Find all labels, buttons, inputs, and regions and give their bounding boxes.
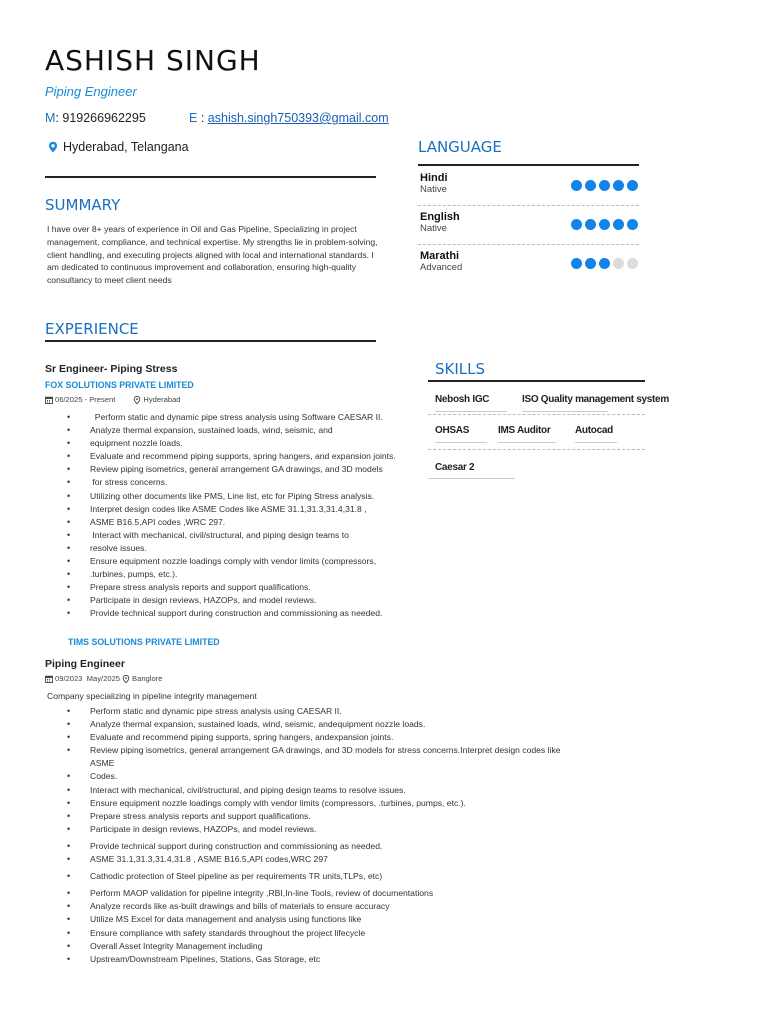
job2-meta	[45, 674, 162, 683]
list-item: • Ensure equipment nozzle loadings comply with vendor limits (compressors, .turbines, pumps, etc.).	[67, 797, 627, 810]
list-item: • Interact with mechanical, civil/structural, and piping design teams to	[67, 529, 427, 542]
email-line	[189, 111, 389, 125]
job2-company: TIMS SOLUTIONS PRIVATE LIMITED	[68, 637, 220, 647]
list-item: • Evaluate and recommend piping supports, spring hangers, and expansion joints.	[67, 450, 427, 463]
rating-dot-filled	[627, 219, 638, 230]
language-separator	[418, 205, 639, 206]
rating-dot-filled	[585, 180, 596, 191]
list-item: • Analyze thermal expansion, sustained loads, wind, seismic, and	[67, 424, 427, 437]
job-title-heading: Piping Engineer	[45, 84, 137, 99]
list-item: • Perform static and dynamic pipe stress analysis using Software CAESAR II.	[67, 411, 427, 424]
skills-underline	[428, 478, 515, 479]
summary-line: I have over 8+ years of experience in Oil and Gas Pipeline, Specializing in project	[47, 224, 357, 234]
job1-dates: 06/2025 - Present	[55, 395, 116, 404]
summary-line: client handling, and executing projects aligned with local and international standards. I	[47, 249, 374, 260]
job2-title: Piping Engineer	[45, 658, 125, 670]
language-level: Native	[420, 223, 447, 234]
summary-text	[47, 223, 407, 287]
job1-title: Sr Engineer- Piping Stress	[45, 363, 178, 375]
list-item: • Upstream/Downstream Pipelines, Stations, Gas Storage, etc	[67, 953, 627, 966]
email-separator: :	[200, 111, 205, 125]
list-item: • for stress concerns.	[67, 476, 427, 489]
rating-dot-filled	[627, 180, 638, 191]
phone-label: M	[45, 111, 56, 125]
rating-dot-filled	[585, 258, 596, 269]
list-item: • Review piping isometrics, general arrangement GA drawings, and 3D models for stress concerns.Interpret design codes like	[67, 744, 627, 757]
summary-line: management, compliance, and technical expertise. My strengths lie in problem-solving,	[47, 236, 378, 247]
list-item: • resolve issues.	[67, 542, 427, 555]
experience-divider	[45, 340, 376, 342]
skill-item: ISO Quality management system	[522, 394, 608, 412]
language-item	[420, 250, 640, 283]
list-item: • Provide technical support during construction and commissioning as needed.	[67, 607, 427, 620]
skills-divider	[428, 380, 645, 382]
rating-dot-filled	[571, 219, 582, 230]
job2-description: Company specializing in pipeline integrity management	[47, 691, 257, 701]
summary-heading: SUMMARY	[45, 196, 121, 214]
rating-dot-filled	[571, 180, 582, 191]
skill-item: Autocad	[575, 425, 617, 443]
calendar-icon	[45, 675, 53, 683]
list-item: • Participate in design reviews, HAZOPs, and model reviews.	[67, 594, 427, 607]
list-item: • Ensure equipment nozzle loadings comply with vendor limits (compressors,	[67, 555, 427, 568]
list-item: • Codes.	[67, 770, 627, 783]
language-divider	[418, 164, 639, 166]
language-rating	[571, 219, 638, 230]
skill-item: Nebosh IGC	[435, 394, 507, 412]
list-item: • ASME B16.5,API codes ,WRC 297.	[67, 516, 427, 529]
list-item: • Prepare stress analysis reports and support qualifications.	[67, 581, 427, 594]
job2-location: Banglore	[132, 674, 163, 683]
summary-line: am dedicated to continuous improvement and collaboration, ensuring high-quality	[47, 262, 357, 273]
rating-dot-filled	[599, 258, 610, 269]
skill-item: IMS Auditor	[498, 425, 556, 443]
list-item: • .turbines, pumps, etc.).	[67, 568, 427, 581]
list-item: • Overall Asset Integrity Management including	[67, 940, 627, 953]
language-level: Native	[420, 184, 447, 195]
language-name: Hindi	[420, 172, 448, 184]
list-item: • ASME 31.1,31.3,31.4,31.8 , ASME B16.5,API codes,WRC 297	[67, 853, 627, 866]
language-level: Advanced	[420, 262, 463, 273]
list-item: • equipment nozzle loads.	[67, 437, 427, 450]
list-item: • Utilizing other documents like PMS, Line list, etc for Piping Stress analysis.	[67, 490, 427, 503]
skill-item: OHSAS	[435, 425, 487, 443]
location-text: Hyderabad, Telangana	[63, 140, 189, 154]
job1-location: Hyderabad	[143, 395, 181, 404]
language-item	[420, 211, 640, 244]
job2-dates: 09/2023 May/2025	[55, 674, 121, 683]
location-pin-icon	[47, 141, 59, 153]
language-rating	[571, 258, 638, 269]
rating-dot-filled	[585, 219, 596, 230]
list-item: • Analyze thermal expansion, sustained loads, wind, seismic, andequipment nozzle loads.	[67, 718, 627, 731]
list-item: • Participate in design reviews, HAZOPs, and model reviews.	[67, 823, 627, 836]
candidate-name: ASHISH SINGH	[45, 44, 261, 77]
language-name: English	[420, 211, 460, 223]
job1-company: FOX SOLUTIONS PRIVATE LIMITED	[45, 380, 194, 390]
rating-dot-filled	[571, 258, 582, 269]
rating-dot-empty	[613, 258, 624, 269]
header-divider	[45, 176, 376, 178]
language-name: Marathi	[420, 250, 460, 262]
skills-separator	[428, 414, 645, 415]
location-line	[47, 140, 189, 154]
phone-number: : 919266962295	[55, 111, 146, 125]
job1-meta	[45, 395, 181, 404]
location-pin-icon	[122, 675, 130, 683]
email-label: E	[189, 111, 198, 125]
location-pin-icon	[133, 396, 141, 404]
list-item: • Ensure compliance with safety standards throughout the project lifecycle	[67, 927, 627, 940]
rating-dot-filled	[613, 219, 624, 230]
language-heading: LANGUAGE	[418, 138, 502, 156]
rating-dot-filled	[599, 219, 610, 230]
skills-separator	[428, 449, 645, 450]
email-link[interactable]: ashish.singh750393@gmail.com	[207, 111, 389, 125]
list-item: ASME	[90, 758, 115, 769]
list-item: • Analyze records like as-built drawings and bills of materials to ensure accuracy	[67, 900, 627, 913]
rating-dot-filled	[613, 180, 624, 191]
calendar-icon	[45, 396, 53, 404]
list-item: • Interact with mechanical, civil/structural, and piping design teams to resolve issues.	[67, 784, 627, 797]
skill-item: Caesar 2	[435, 462, 475, 473]
job1-bullets	[67, 411, 427, 621]
list-item: • Interpret design codes like ASME Codes like ASME 31.1,31.3,31.4,31.8 ,	[67, 503, 427, 516]
list-item: • Evaluate and recommend piping supports, spring hangers, andexpansion joints.	[67, 731, 627, 744]
skills-heading: SKILLS	[435, 360, 486, 378]
language-separator	[418, 244, 639, 245]
list-item: • Perform static and dynamic pipe stress analysis using CAESAR II.	[67, 705, 627, 718]
list-item: • Prepare stress analysis reports and support qualifications.	[67, 810, 627, 823]
language-item	[420, 172, 640, 205]
phone-line	[45, 111, 146, 125]
list-item: • Review piping isometrics, general arrangement GA drawings, and 3D models	[67, 463, 427, 476]
language-rating	[571, 180, 638, 191]
list-item: • Perform MAOP validation for pipeline integrity ,RBI,In-line Tools, review of documentations	[67, 887, 627, 900]
summary-line: consultancy to meet client needs	[47, 275, 172, 286]
job2-bullets	[67, 705, 627, 966]
rating-dot-filled	[599, 180, 610, 191]
list-item: • Cathodic protection of Steel pipeline as per requirements TR units,TLPs, etc)	[67, 870, 627, 883]
list-item: • Utilize MS Excel for data management and analysis using functions like	[67, 913, 627, 926]
list-item: • Provide technical support during construction and commissioning as needed.	[67, 840, 627, 853]
experience-heading: EXPERIENCE	[45, 320, 139, 338]
rating-dot-empty	[627, 258, 638, 269]
